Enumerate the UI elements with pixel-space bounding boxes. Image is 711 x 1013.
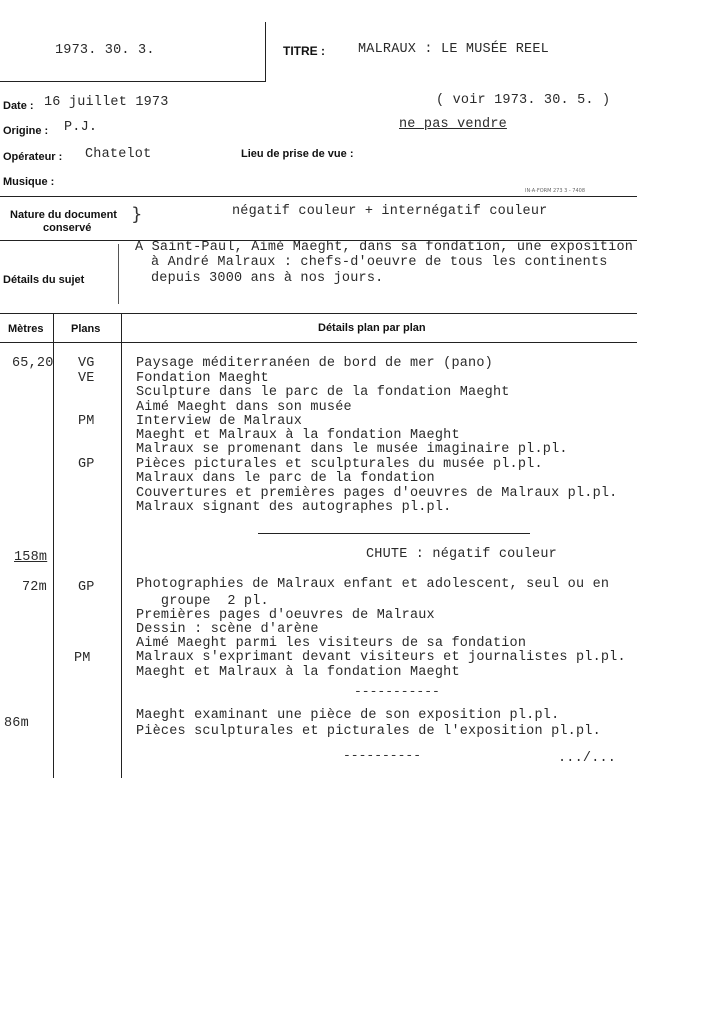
row-detail: Interview de Malraux xyxy=(136,414,303,429)
col-header-details: Détails plan par plan xyxy=(318,322,426,334)
nature-label-1: Nature du document xyxy=(10,209,117,221)
nature-label-2: conservé xyxy=(43,222,92,234)
row-detail: Couvertures et premières pages d'oeuvres de Malraux pl.pl. xyxy=(136,486,618,501)
row-detail: Sculpture dans le parc de la fondation Maeght xyxy=(136,385,510,400)
row-detail: Maeght et Malraux à la fondation Maeght xyxy=(136,428,460,443)
row-detail: Aimé Maeght parmi les visiteurs de sa fondation xyxy=(136,636,527,651)
origine-value: P.J. xyxy=(64,120,98,135)
col-divider-1 xyxy=(53,313,54,778)
sujet-bracket xyxy=(118,244,119,304)
col-header-metres: Mètres xyxy=(8,323,44,335)
row-detail: Photographies de Malraux enfant et adolescent, seul ou en xyxy=(136,577,610,592)
sujet-line-2: à André Malraux : chefs-d'oeuvre de tous les continents xyxy=(151,255,608,270)
row-detail: groupe 2 pl. xyxy=(136,594,269,609)
rule-under-header xyxy=(0,342,637,343)
row-plan: GP xyxy=(78,457,95,472)
date-value: 16 juillet 1973 xyxy=(44,95,169,110)
date-label: Date : xyxy=(3,100,34,112)
nature-value: négatif couleur + internégatif couleur xyxy=(232,204,548,219)
lieu-label: Lieu de prise de vue : xyxy=(241,148,354,160)
col-header-plans: Plans xyxy=(71,323,101,335)
row-detail: Aimé Maeght dans son musée xyxy=(136,400,352,415)
form-reference: IN·A·FORM 273 3 - 7408 xyxy=(525,188,586,194)
nature-brace: } xyxy=(131,204,143,225)
sujet-line-1: A Saint-Paul, Aimé Maeght, dans sa fondation, une exposition xyxy=(135,240,634,255)
row-plan: PM xyxy=(78,414,95,429)
row-plan: VG xyxy=(78,356,95,371)
chute-metres: 158m xyxy=(14,550,48,565)
row-detail: Maeght examinant une pièce de son exposition pl.pl. xyxy=(136,708,560,723)
row-plan: VE xyxy=(78,371,95,386)
col-divider-2 xyxy=(121,313,122,778)
titre-value: MALRAUX : LE MUSÉE REEL xyxy=(358,42,549,57)
header-divider xyxy=(265,22,266,82)
sujet-line-3: depuis 3000 ans à nos jours. xyxy=(151,271,384,286)
row-metres: 86m xyxy=(4,716,29,731)
row-plan: GP xyxy=(78,580,95,595)
row-detail: Dessin : scène d'arène xyxy=(136,622,319,637)
row-detail: Maeght et Malraux à la fondation Maeght xyxy=(136,665,460,680)
operateur-label: Opérateur : xyxy=(3,151,63,163)
row-detail: Malraux se promenant dans le musée imaginaire pl.pl. xyxy=(136,442,568,457)
sale-note: ne pas vendre xyxy=(399,117,507,132)
chute-text: CHUTE : négatif couleur xyxy=(366,547,557,562)
row-detail: Malraux s'exprimant devant visiteurs et journalistes pl.pl. xyxy=(136,650,626,665)
row-detail: Malraux signant des autographes pl.pl. xyxy=(136,500,452,515)
row-detail: Premières pages d'oeuvres de Malraux xyxy=(136,608,435,623)
operateur-value: Chatelot xyxy=(85,147,152,162)
row-detail: Paysage méditerranéen de bord de mer (pano) xyxy=(136,356,493,371)
continued-marker: .../... xyxy=(558,751,617,766)
sujet-label: Détails du sujet xyxy=(3,274,85,286)
row-metres: 65,20 xyxy=(12,356,54,371)
separator-dashes: ----------- xyxy=(354,684,440,699)
rule-top-table xyxy=(0,313,637,314)
row-detail: Fondation Maeght xyxy=(136,371,269,386)
titre-label: TITRE : xyxy=(283,44,325,58)
row-detail: Pièces picturales et sculpturales du musée pl.pl. xyxy=(136,457,543,472)
rule-top-nature xyxy=(0,196,637,197)
origine-label: Origine : xyxy=(3,125,49,137)
musique-label: Musique : xyxy=(3,176,55,188)
row-metres: 72m xyxy=(22,580,47,595)
voir-note: ( voir 1973. 30. 5. ) xyxy=(436,93,611,108)
separator-dashes: ---------- xyxy=(343,748,422,763)
row-plan: PM xyxy=(74,651,91,666)
row-detail: Malraux dans le parc de la fondation xyxy=(136,471,435,486)
row-detail: Pièces sculpturales et picturales de l'exposition pl.pl. xyxy=(136,724,601,739)
block-separator-line xyxy=(258,533,530,534)
header-rule xyxy=(0,81,266,82)
reference-number: 1973. 30. 3. xyxy=(55,43,155,58)
